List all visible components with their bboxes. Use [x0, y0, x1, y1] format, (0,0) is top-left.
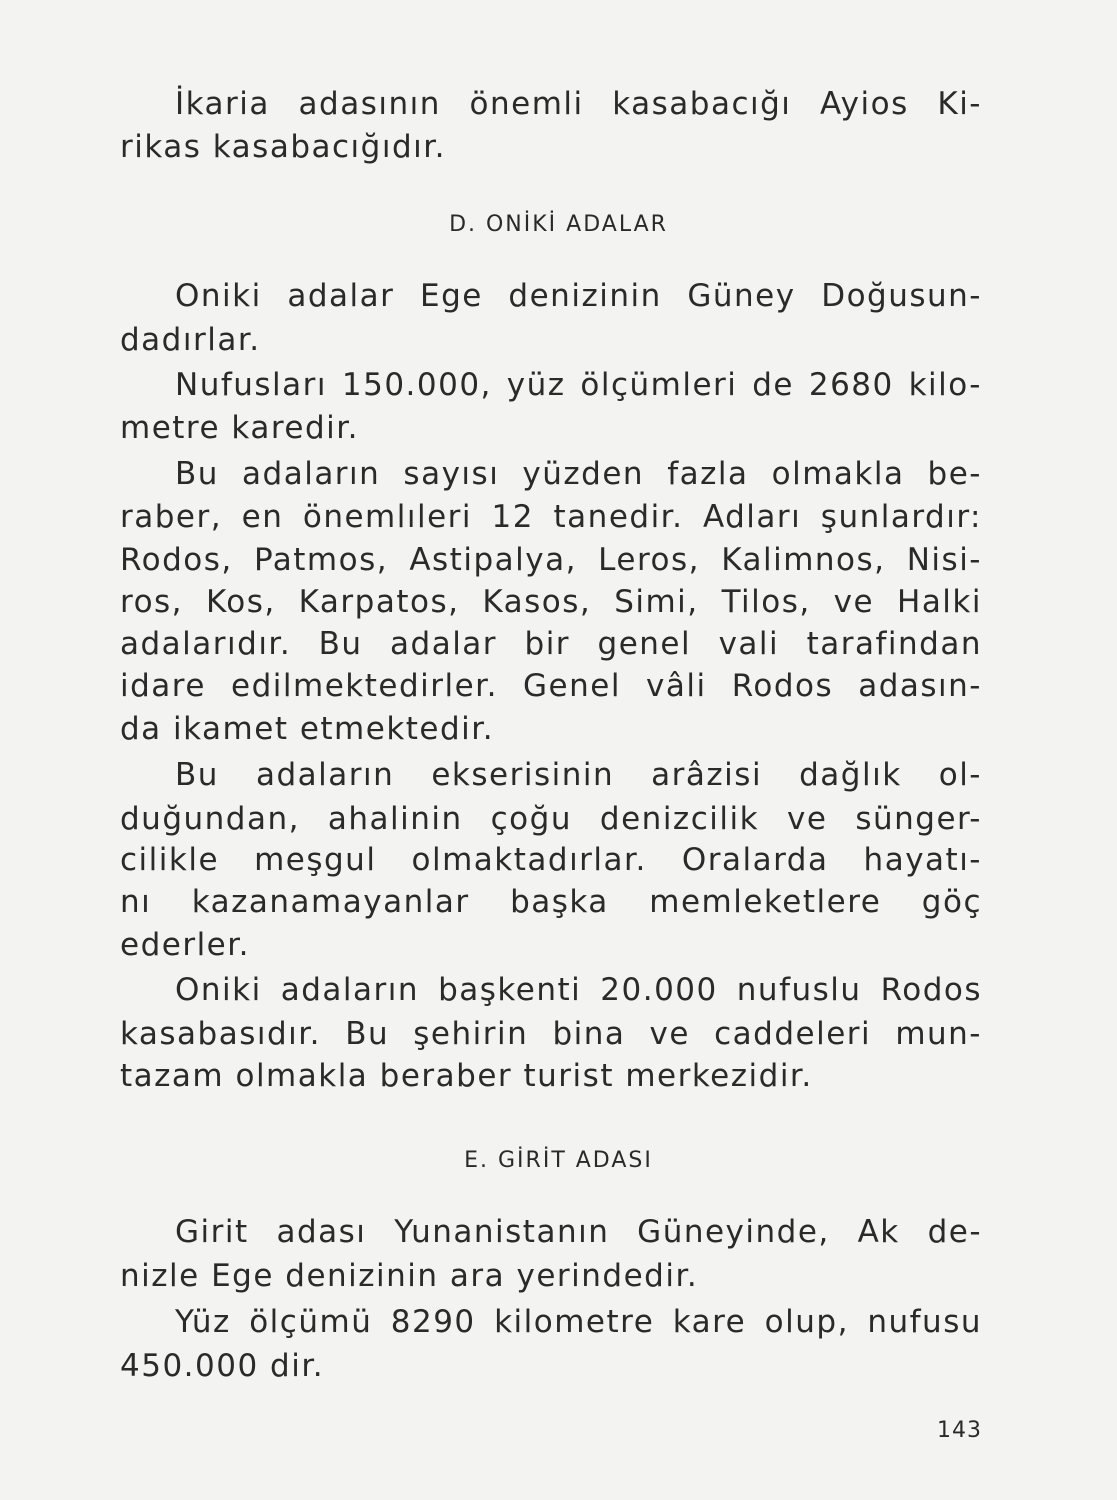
- text-line: Oniki adalar Ege denizinin Güney Doğusun-: [175, 278, 982, 314]
- text-line: Bu adaların sayısı yüzden fazla olmakla be-: [175, 456, 982, 492]
- text-line: dadırlar.: [120, 322, 261, 358]
- page-number: 143: [937, 1418, 982, 1443]
- text-line: ros, Kos, Karpatos, Kasos, Simi, Tilos, ve Halki: [120, 584, 982, 620]
- text-line: adalarıdır. Bu adalar bir genel vali tarafindan: [120, 626, 982, 662]
- text-line: Bu adaların ekserisinin arâzisi dağlık ol-: [175, 757, 982, 793]
- section-heading: E. GİRİT ADASI: [464, 1148, 653, 1173]
- section-heading: D. ONİKİ ADALAR: [449, 212, 668, 237]
- text-line: nizle Ege denizinin ara yerindedir.: [120, 1258, 699, 1294]
- text-line: Rodos, Patmos, Astipalya, Leros, Kalimnos, Nisi-: [120, 542, 982, 578]
- text-line: rikas kasabacığıdır.: [120, 129, 446, 165]
- text-line: Girit adası Yunanistanın Güneyinde, Ak de-: [175, 1214, 982, 1250]
- text-line: kasabasıdır. Bu şehirin bina ve caddeleri mun-: [120, 1016, 982, 1052]
- text-line: Yüz ölçümü 8290 kilometre kare olup, nufusu: [175, 1304, 982, 1340]
- text-line: da ikamet etmektedir.: [120, 711, 495, 747]
- text-line: idare edilmektedirler. Genel vâli Rodos adasın-: [120, 668, 982, 704]
- text-line: metre karedir.: [120, 410, 359, 446]
- text-line: ederler.: [120, 927, 251, 963]
- text-line: cilikle meşgul olmaktadırlar. Oralarda hayatı-: [120, 842, 982, 878]
- text-line: 450.000 dir.: [120, 1348, 325, 1384]
- text-line: Oniki adaların başkenti 20.000 nufuslu Rodos: [175, 972, 982, 1008]
- text-line: tazam olmakla beraber turist merkezidir.: [120, 1058, 813, 1094]
- text-line: duğundan, ahalinin çoğu denizcilik ve sünger-: [120, 801, 982, 837]
- text-line: raber, en önemlıleri 12 tanedir. Adları şunlardır:: [120, 499, 982, 535]
- text-line: nı kazanamayanlar başka memleketlere göç: [120, 884, 982, 920]
- text-line: Nufusları 150.000, yüz ölçümleri de 2680 kilo-: [175, 367, 982, 403]
- text-line: İkaria adasının önemli kasabacığı Ayios Ki-: [175, 86, 982, 122]
